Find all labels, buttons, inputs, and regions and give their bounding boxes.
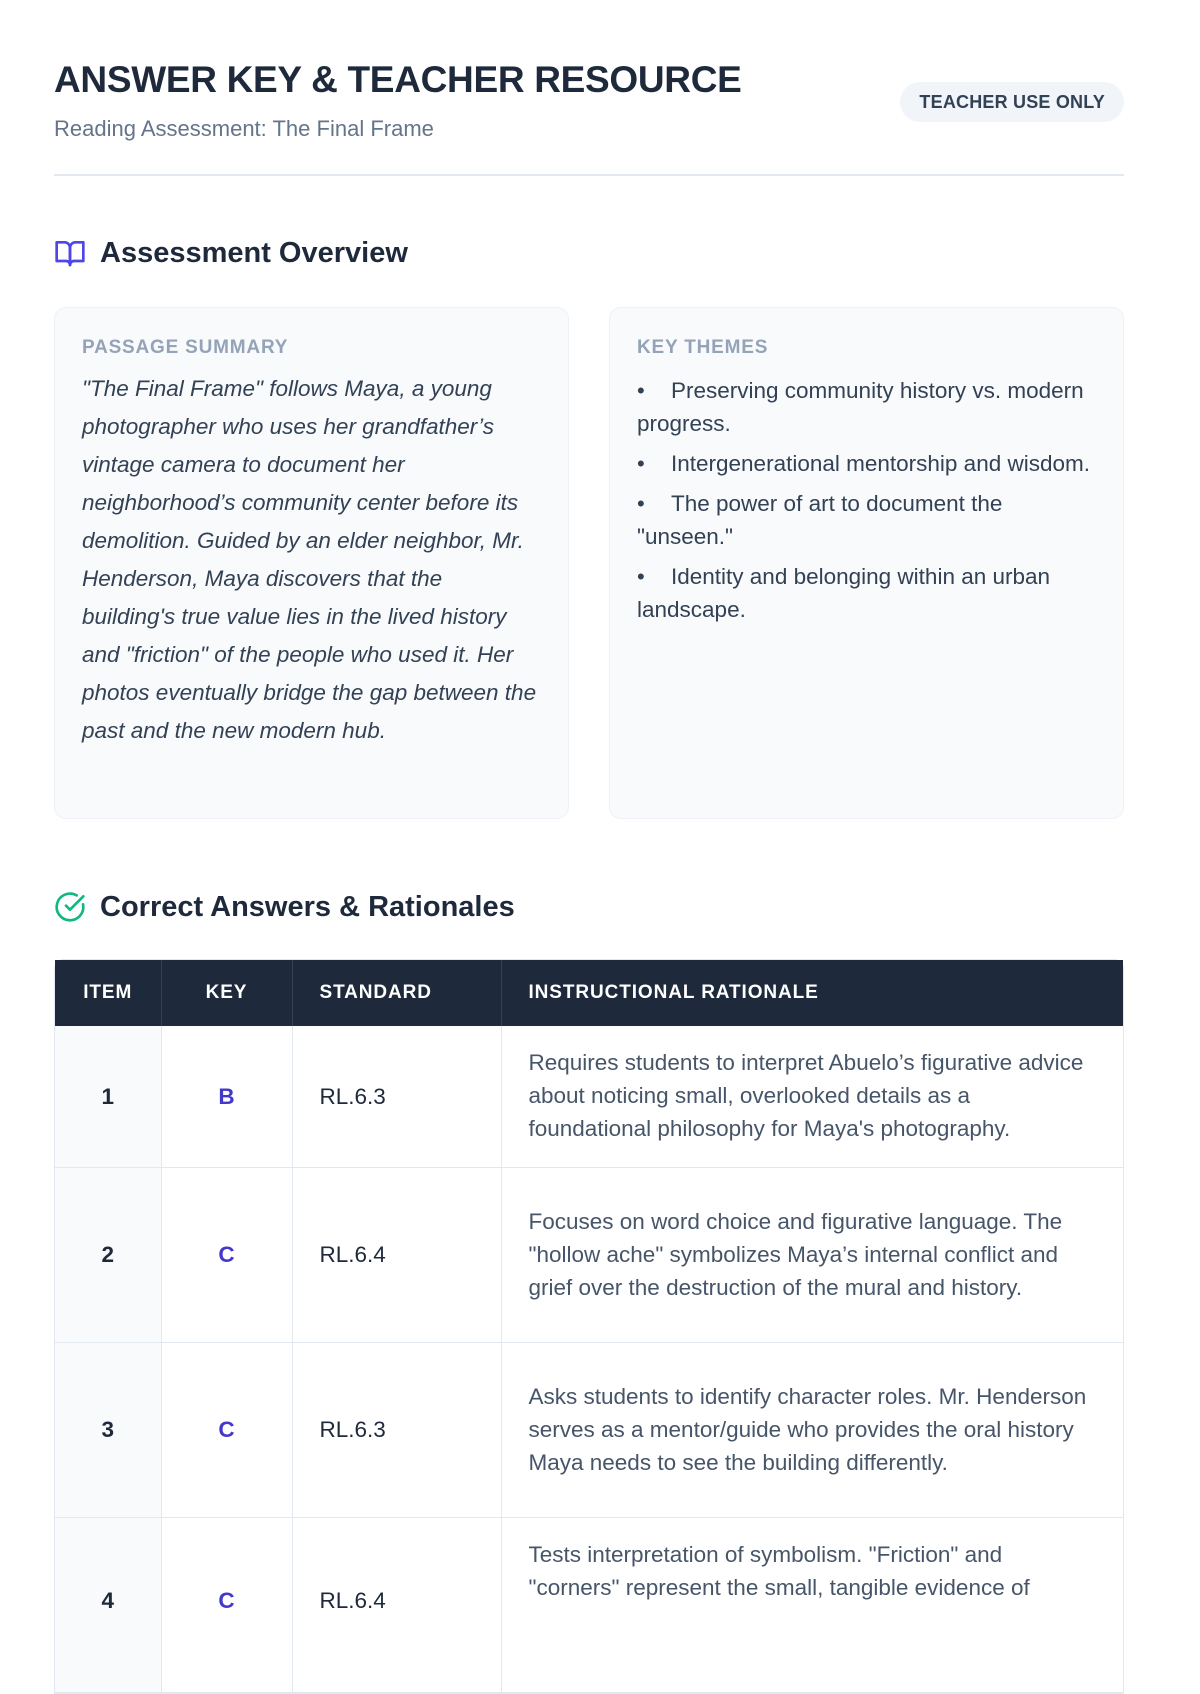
teacher-use-badge: TEACHER USE ONLY bbox=[900, 82, 1124, 122]
item-number: 1 bbox=[55, 1026, 161, 1168]
answer-key: C bbox=[161, 1168, 292, 1343]
passage-summary-label: PASSAGE SUMMARY bbox=[82, 337, 289, 358]
standard-code: RL.6.3 bbox=[292, 1026, 501, 1168]
table-row bbox=[55, 1026, 1123, 1168]
overview-title: Assessment Overview bbox=[100, 236, 408, 269]
page-subtitle: Reading Assessment: The Final Frame bbox=[54, 116, 434, 141]
answers-table bbox=[54, 959, 1124, 1694]
standard-code: RL.6.4 bbox=[292, 1518, 501, 1693]
page-title: ANSWER KEY & TEACHER RESOURCE bbox=[54, 59, 742, 100]
key-themes-card bbox=[609, 307, 1124, 819]
standard-code: RL.6.3 bbox=[292, 1343, 501, 1518]
answers-title: Correct Answers & Rationales bbox=[100, 890, 515, 923]
key-themes-list bbox=[637, 374, 1096, 626]
bullet-icon: • bbox=[637, 564, 645, 589]
answer-key: C bbox=[161, 1518, 292, 1693]
item-number: 4 bbox=[55, 1518, 161, 1693]
passage-summary-text: "The Final Frame" follows Maya, a young photographer who uses her grandfather’s vintage camera to document her neighborhood’s community center before its demolition. Guided by an elder neighbor, Mr. Henderson, Maya discovers that the building's true value lies in the lived history and "friction" of the people who used it. Her photos eventually bridge the gap between the past and the new modern hub. bbox=[82, 376, 537, 743]
instructional-rationale: Tests interpretation of symbolism. "Friction" and "corners" represent the small, tangible evidence of bbox=[501, 1518, 1123, 1693]
table-row bbox=[55, 1518, 1123, 1693]
passage-summary-card bbox=[54, 307, 569, 819]
table-row bbox=[55, 1168, 1123, 1343]
instructional-rationale: Focuses on word choice and figurative language. The "hollow ache" symbolizes Maya’s internal conflict and grief over the destruction of the mural and history. bbox=[501, 1168, 1123, 1343]
column-header-item: ITEM bbox=[55, 960, 161, 1026]
document-header bbox=[54, 0, 1124, 176]
instructional-rationale: Requires students to interpret Abuelo’s figurative advice about noticing small, overlooked details as a foundational philosophy for Maya's photography. bbox=[501, 1026, 1123, 1168]
theme-item: • The power of art to document the "unseen." bbox=[637, 487, 1096, 553]
instructional-rationale: Asks students to identify character roles. Mr. Henderson serves as a mentor/guide who provides the oral history Maya needs to see the building differently. bbox=[501, 1343, 1123, 1518]
bullet-icon: • bbox=[637, 451, 645, 476]
overview-cards bbox=[54, 307, 1124, 819]
key-themes-label: KEY THEMES bbox=[637, 337, 769, 358]
table-header-row bbox=[55, 960, 1123, 1026]
theme-item: • Intergenerational mentorship and wisdom. bbox=[637, 447, 1096, 480]
column-header-standard: STANDARD bbox=[292, 960, 501, 1026]
item-number: 3 bbox=[55, 1343, 161, 1518]
answer-key: B bbox=[161, 1026, 292, 1168]
table-row bbox=[55, 1343, 1123, 1518]
book-open-icon bbox=[54, 237, 86, 269]
column-header-key: KEY bbox=[161, 960, 292, 1026]
theme-item: • Preserving community history vs. modern progress. bbox=[637, 374, 1096, 440]
bullet-icon: • bbox=[637, 491, 645, 516]
answers-section-heading bbox=[54, 887, 1124, 927]
column-header-rationale: INSTRUCTIONAL RATIONALE bbox=[501, 960, 1123, 1026]
theme-item: • Identity and belonging within an urban landscape. bbox=[637, 560, 1096, 626]
check-circle-icon bbox=[54, 891, 86, 923]
standard-code: RL.6.4 bbox=[292, 1168, 501, 1343]
answer-key: C bbox=[161, 1343, 292, 1518]
bullet-icon: • bbox=[637, 378, 645, 403]
overview-section-heading bbox=[54, 233, 1124, 273]
item-number: 2 bbox=[55, 1168, 161, 1343]
